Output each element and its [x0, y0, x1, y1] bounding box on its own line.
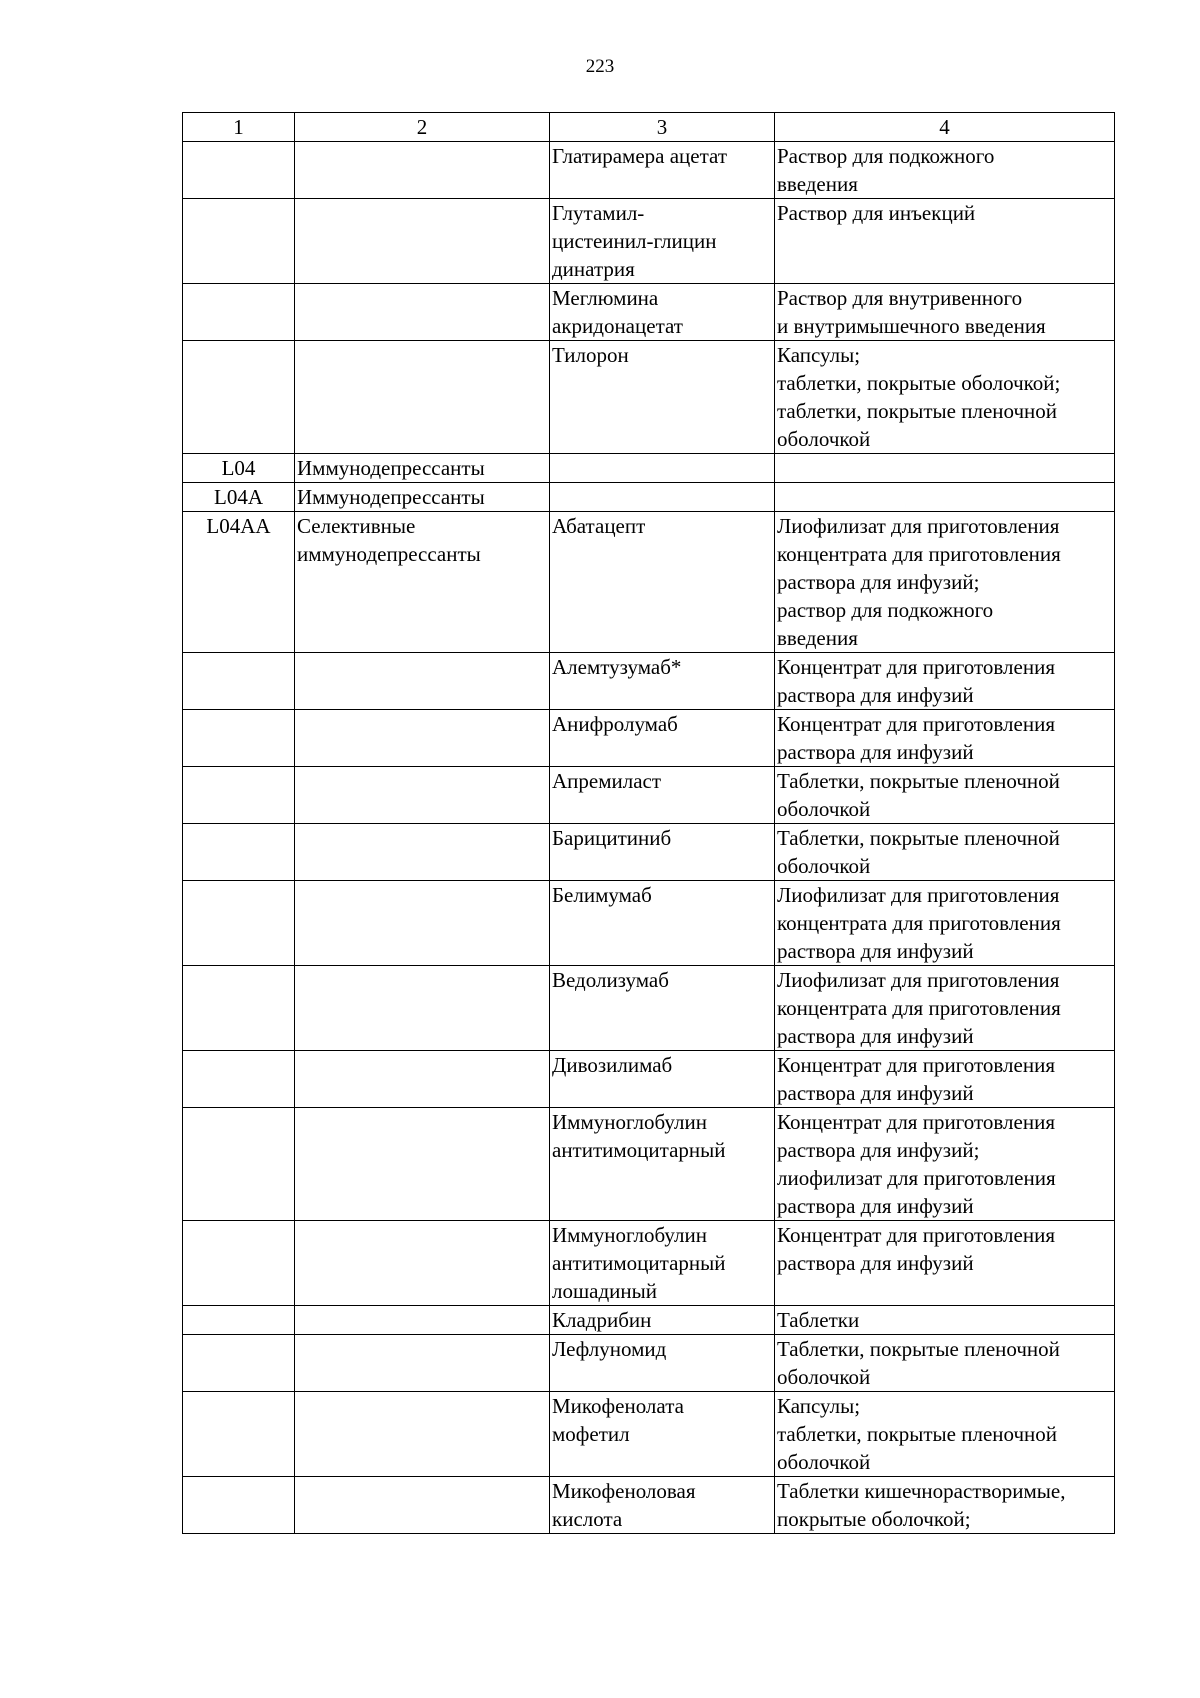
- atc-code-cell: L04A: [183, 483, 295, 512]
- dosage-form-cell: Капсулы; таблетки, покрытые пленочной оболочкой: [775, 1392, 1115, 1477]
- group-name-cell: [295, 710, 550, 767]
- drug-name-cell: [550, 483, 775, 512]
- table-row: [183, 454, 1115, 483]
- dosage-form-cell: Таблетки, покрытые пленочной оболочкой: [775, 1335, 1115, 1392]
- atc-code-cell: [183, 881, 295, 966]
- group-name-cell: [295, 199, 550, 284]
- drug-name-cell: Анифролумаб: [550, 710, 775, 767]
- dosage-form-cell: Лиофилизат для приготовления концентрата для приготовления раствора для инфузий: [775, 881, 1115, 966]
- drug-name-cell: Тилорон: [550, 341, 775, 454]
- table-row: [183, 1392, 1115, 1477]
- table-row: [183, 824, 1115, 881]
- atc-code-cell: L04: [183, 454, 295, 483]
- dosage-form-cell: Лиофилизат для приготовления концентрата для приготовления раствора для инфузий: [775, 966, 1115, 1051]
- group-name-cell: Иммунодепрессанты: [295, 454, 550, 483]
- dosage-form-cell: Таблетки, покрытые пленочной оболочкой: [775, 824, 1115, 881]
- atc-code-cell: [183, 142, 295, 199]
- group-name-cell: [295, 1051, 550, 1108]
- group-name-cell: Иммунодепрессанты: [295, 483, 550, 512]
- header-cell-2: 2: [295, 113, 550, 142]
- table-row: [183, 881, 1115, 966]
- drug-name-cell: Лефлуномид: [550, 1335, 775, 1392]
- atc-code-cell: [183, 1335, 295, 1392]
- drug-name-cell: Микофенолата мофетил: [550, 1392, 775, 1477]
- header-cell-4: 4: [775, 113, 1115, 142]
- atc-code-cell: [183, 1108, 295, 1221]
- atc-code-cell: [183, 653, 295, 710]
- drug-name-cell: Иммуноглобулин антитимоцитарный: [550, 1108, 775, 1221]
- dosage-form-cell: Раствор для инъекций: [775, 199, 1115, 284]
- dosage-form-cell: Таблетки: [775, 1306, 1115, 1335]
- table-row: [183, 512, 1115, 653]
- drug-name-cell: Ведолизумаб: [550, 966, 775, 1051]
- drug-name-cell: Кладрибин: [550, 1306, 775, 1335]
- table-row: [183, 966, 1115, 1051]
- atc-code-cell: [183, 1477, 295, 1534]
- table-body: [183, 142, 1115, 1534]
- group-name-cell: [295, 1108, 550, 1221]
- table-row: [183, 199, 1115, 284]
- table-row: [183, 653, 1115, 710]
- group-name-cell: [295, 767, 550, 824]
- table-row: [183, 284, 1115, 341]
- atc-code-cell: [183, 710, 295, 767]
- dosage-form-cell: Концентрат для приготовления раствора для инфузий; лиофилизат для приготовления раствора для инфузий: [775, 1108, 1115, 1221]
- atc-code-cell: [183, 284, 295, 341]
- drug-name-cell: Апремиласт: [550, 767, 775, 824]
- group-name-cell: [295, 824, 550, 881]
- table-row: [183, 1477, 1115, 1534]
- group-name-cell: [295, 966, 550, 1051]
- dosage-form-cell: Концентрат для приготовления раствора для инфузий: [775, 1051, 1115, 1108]
- table-row: [183, 483, 1115, 512]
- atc-code-cell: [183, 824, 295, 881]
- drug-name-cell: Меглюмина акридонацетат: [550, 284, 775, 341]
- page-number: 223: [585, 56, 615, 77]
- table-row: [183, 710, 1115, 767]
- group-name-cell: [295, 1306, 550, 1335]
- drug-name-cell: Алемтузумаб*: [550, 653, 775, 710]
- table-row: [183, 1221, 1115, 1306]
- group-name-cell: [295, 1221, 550, 1306]
- table-row: [183, 341, 1115, 454]
- header-cell-3: 3: [550, 113, 775, 142]
- table-row: [183, 1108, 1115, 1221]
- drug-name-cell: Глатирамера ацетат: [550, 142, 775, 199]
- atc-code-cell: [183, 199, 295, 284]
- dosage-form-cell: Таблетки, покрытые пленочной оболочкой: [775, 767, 1115, 824]
- atc-code-cell: [183, 1221, 295, 1306]
- dosage-form-cell: Концентрат для приготовления раствора для инфузий: [775, 1221, 1115, 1306]
- atc-code-cell: [183, 966, 295, 1051]
- drug-name-cell: Глутамил- цистеинил-глицин динатрия: [550, 199, 775, 284]
- header-row: [183, 113, 1115, 142]
- dosage-form-cell: Концентрат для приготовления раствора для инфузий: [775, 710, 1115, 767]
- table-row: [183, 1335, 1115, 1392]
- dosage-form-cell: Раствор для внутривенного и внутримышечного введения: [775, 284, 1115, 341]
- drug-name-cell: Дивозилимаб: [550, 1051, 775, 1108]
- dosage-form-cell: Таблетки кишечнорастворимые, покрытые оболочкой;: [775, 1477, 1115, 1534]
- group-name-cell: [295, 1392, 550, 1477]
- drug-name-cell: Барицитиниб: [550, 824, 775, 881]
- group-name-cell: [295, 142, 550, 199]
- dosage-form-cell: Концентрат для приготовления раствора для инфузий: [775, 653, 1115, 710]
- group-name-cell: [295, 284, 550, 341]
- dosage-form-cell: Капсулы; таблетки, покрытые оболочкой; таблетки, покрытые пленочной оболочкой: [775, 341, 1115, 454]
- drug-table: [182, 112, 1115, 1534]
- drug-name-cell: Абатацепт: [550, 512, 775, 653]
- dosage-form-cell: [775, 483, 1115, 512]
- atc-code-cell: [183, 767, 295, 824]
- group-name-cell: [295, 1477, 550, 1534]
- group-name-cell: [295, 341, 550, 454]
- group-name-cell: [295, 881, 550, 966]
- group-name-cell: Селективные иммунодепрессанты: [295, 512, 550, 653]
- atc-code-cell: [183, 1392, 295, 1477]
- atc-code-cell: [183, 341, 295, 454]
- drug-name-cell: Белимумаб: [550, 881, 775, 966]
- table-header: [183, 113, 1115, 142]
- table-row: [183, 767, 1115, 824]
- drug-name-cell: Иммуноглобулин антитимоцитарный лошадиный: [550, 1221, 775, 1306]
- dosage-form-cell: Лиофилизат для приготовления концентрата для приготовления раствора для инфузий; раствор для подкожного введения: [775, 512, 1115, 653]
- drug-name-cell: [550, 454, 775, 483]
- dosage-form-cell: [775, 454, 1115, 483]
- table-row: [183, 1051, 1115, 1108]
- group-name-cell: [295, 1335, 550, 1392]
- drug-name-cell: Микофеноловая кислота: [550, 1477, 775, 1534]
- atc-code-cell: L04AA: [183, 512, 295, 653]
- table-row: [183, 142, 1115, 199]
- dosage-form-cell: Раствор для подкожного введения: [775, 142, 1115, 199]
- atc-code-cell: [183, 1051, 295, 1108]
- header-cell-1: 1: [183, 113, 295, 142]
- atc-code-cell: [183, 1306, 295, 1335]
- table-row: [183, 1306, 1115, 1335]
- group-name-cell: [295, 653, 550, 710]
